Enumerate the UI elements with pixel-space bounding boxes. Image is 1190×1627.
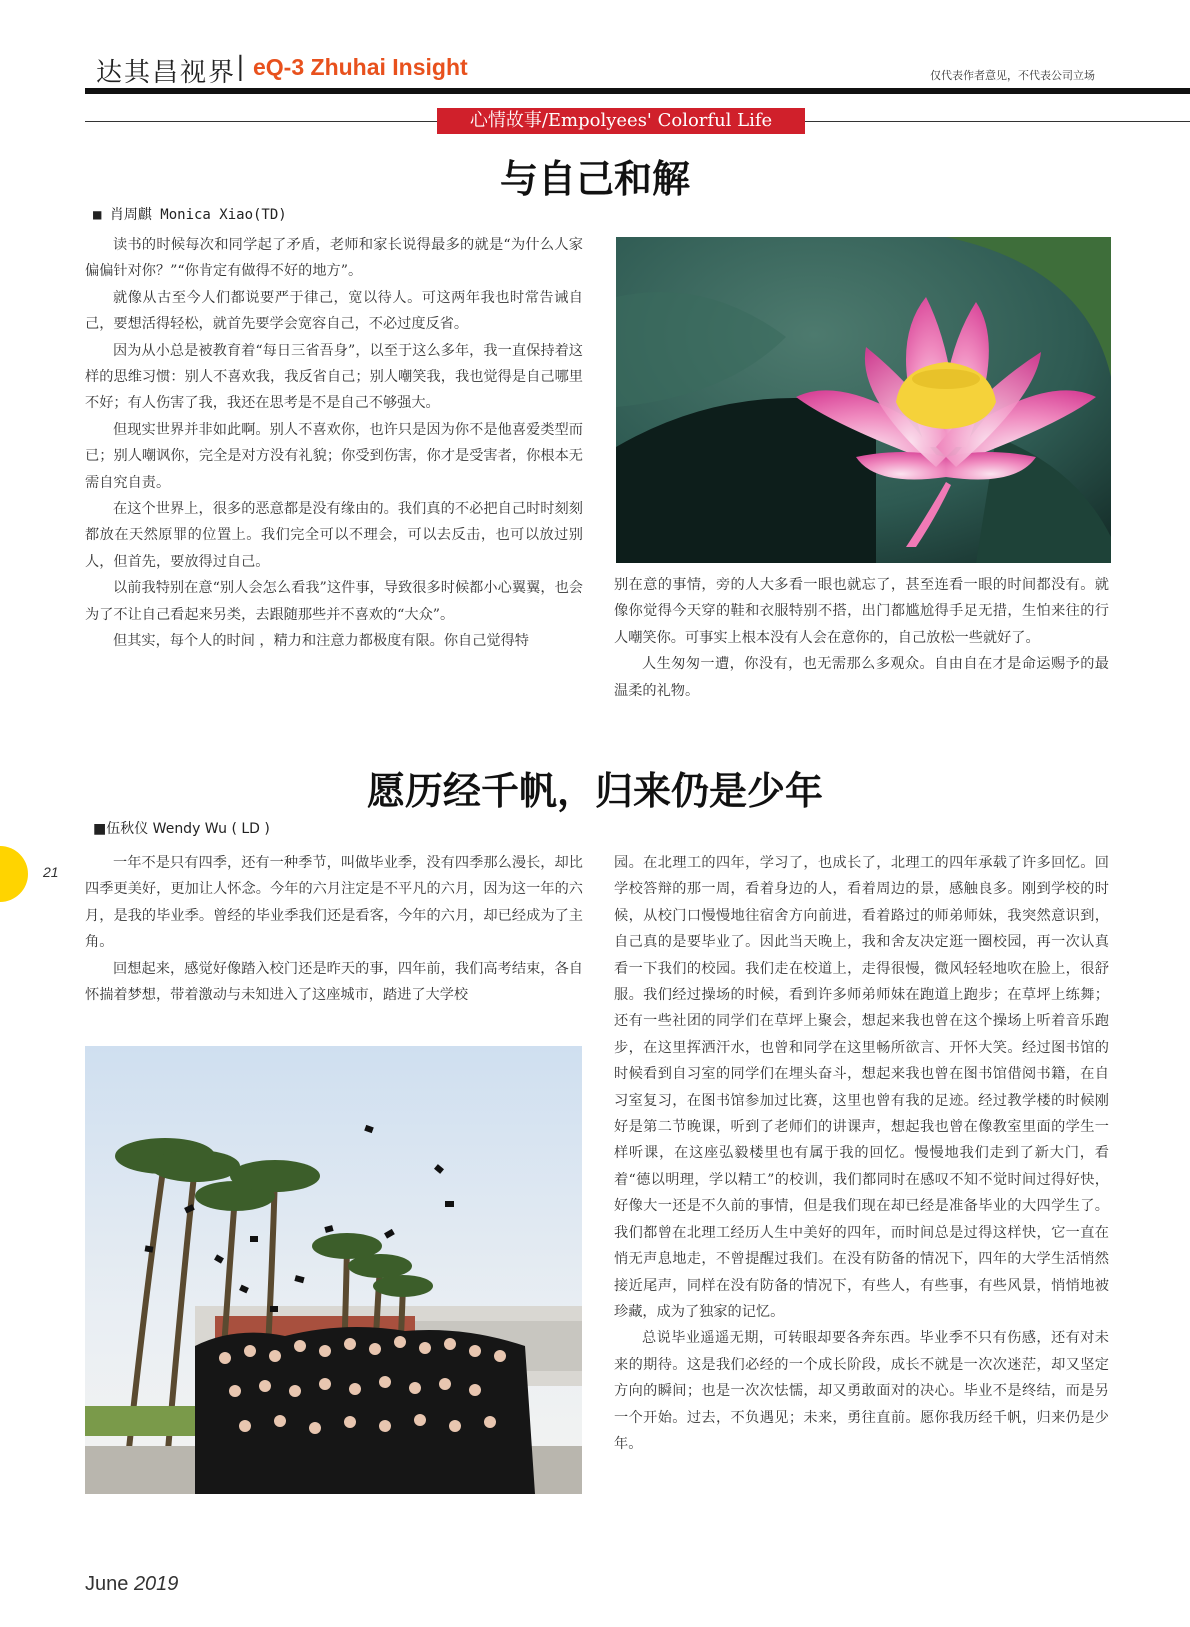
paragraph: 但其实，每个人的时间 ，精力和注意力都极度有限。你自己觉得特 (113, 633, 529, 650)
section-badge: 心情故事/Empolyees' Colorful Life (437, 108, 805, 134)
paragraph: 在这个世界上，很多的恶意都是没有缘由的。我们真的不必把自己时时刻刻都放在天然原罪的位置上。我们完全可以不理会，可以去反击，也可以放过别人，但首先，要放得过自己。 (85, 501, 583, 570)
paragraph: 别在意的事情，旁的人大多看一眼也就忘了，甚至连看一眼的时间都没有。就像你觉得今天穿的鞋和衣服特别不搭，出门都尴尬得手足无措，生怕来往的行人嘲笑你。可事实上根本没有人会在意你的，自己放松一些就好了。 (614, 577, 1109, 646)
paragraph: 就像从古至今人们都说要严于律己，宽以待人。可这两年我也时常告诫自己，要想活得轻松，就首先要学会宽容自己，不必过度反省。 (85, 289, 583, 333)
article1-title: 与自己和解 (499, 156, 690, 201)
disclaimer: 仅代表作者意见，不代表公司立场 (930, 69, 1095, 82)
paragraph: 因为从小总是被教育着“每日三省吾身”，以至于这么多年，我一直保持着这样的思维习惯：别人不喜欢我，我反省自己；别人嘲笑我，我也觉得是自己哪里不好；有人伤害了我，我还在思考是不是自己不够强大。 (85, 342, 583, 412)
paragraph: 读书的时候每次和同学起了矛盾，老师和家长说得最多的就是“为什么人家偏偏针对你？”“你肯定有做得不好的地方”。 (85, 237, 583, 280)
paragraph: 总说毕业遥遥无期，可转眼却要各奔东西。毕业季不只有伤感，还有对未来的期待。这是我们必经的一个成长阶段，成长不就是一次次迷茫，却又坚定方向的瞬间；也是一次次怯懦，却又勇敢面对的决心。毕业不是终结，而是另一个开始。过去，不负遇见；未来，勇往直前。愿你我历经千帆，归来仍是少年。 (614, 1330, 1109, 1452)
article1-left-column (85, 232, 583, 655)
brand-title-cn: 达其昌视界 (96, 58, 237, 88)
brand-separator: | (236, 52, 245, 82)
paragraph: 以前我特别在意“别人会怎么看我”这件事，导致很多时候都小心翼翼，也会为了不让自己看起来另类，去跟随那些并不喜欢的“大众”。 (85, 580, 583, 623)
article2-right-column (614, 850, 1109, 1457)
brand-title-en: eQ-3 Zhuhai Insight (253, 54, 468, 80)
article1-byline: ■ 肖周麒 Monica Xiao(TD) (93, 207, 287, 223)
paragraph: 但现实世界并非如此啊。别人不喜欢你，也许只是因为你不是他喜爱类型而已；别人嘲讽你，完全是对方没有礼貌；你受到伤害，你才是受害者，你根本无需自究自责。 (85, 421, 583, 491)
article2-title: 愿历经千帆，归来仍是少年 (366, 768, 823, 813)
footer-month: June (85, 1573, 129, 1595)
header-rule (85, 88, 1190, 94)
article1-right-column (614, 572, 1109, 704)
page-number: 21 (43, 864, 59, 880)
paragraph: 园。在北理工的四年，学习了，也成长了，北理工的四年承载了许多回忆。回学校答辩的那一周，看着身边的人，看着周边的景，感触良多。刚到学校的时候，从校门口慢慢地往宿舍方向前进，看着路过的师弟师妹，我突然意识到，自己真的是要毕业了。因此当天晚上，我和舍友决定逛一圈校园，再一次认真看一下我们的校园。我们走在校道上，走得很慢，微风轻轻地吹在脸上，很舒服。我们经过操场的时候，看到许多师弟师妹在跑道上跑步；在草坪上练舞；还有一些社团的同学们在草坪上聚会，想起来我也曾在这个操场上听着音乐跑步，在这里挥洒汗水，也曾和同学在这里畅所欲言、开怀大笑。经过图书馆的时候看到自习室的同学们在埋头奋斗，想起来我也曾在图书馆借阅书籍，在自习室复习，在图书馆参加过比赛，这里也曾有我的足迹。经过教学楼的时候刚好是第二节晚课，听到了老师们的讲课声，想起我也曾在像教室里面的学生一样听课，在这座弘毅楼里也有属于我的回忆。慢慢地我们走到了新大门，看着“德以明理，学以精工”的校训，我们都同时在感叹不知不觉时间过得好快，好像大一还是不久前的事情，但是我们现在却已经是准备毕业的大四学生了。我们都曾在北理工经历人生中美好的四年，而时间总是过得这样快，它一直在悄无声息地走，不曾提醒过我们。在没有防备的情况下，四年的大学生活悄然接近尾声，同样在没有防备的情况下，有些人，有些事，有些风景，悄悄地被珍藏，成为了独家的记忆。 (614, 855, 1109, 1320)
footer-year: 2019 (133, 1573, 179, 1595)
paragraph: 人生匆匆一遭，你没有，也无需那么多观众。自由自在才是命运赐予的最温柔的礼物。 (614, 656, 1109, 699)
paragraph: 回想起来，感觉好像踏入校门还是昨天的事，四年前，我们高考结束，各自怀揣着梦想，带着激动与未知进入了这座城市，踏进了大学校 (85, 960, 583, 1004)
article2-byline: ■伍秋仪 Wendy Wu ( LD ) (93, 821, 270, 837)
paragraph: 一年不是只有四季，还有一种季节，叫做毕业季，没有四季那么漫长，却比四季更美好，更加让人怀念。今年的六月注定是不平凡的六月，因为这一年的六月，是我的毕业季。曾经的毕业季我们还是看客，今年的六月，却已经成为了主角。 (85, 855, 583, 951)
footer-issue-date (85, 1573, 178, 1596)
graduation-photo (85, 1046, 582, 1494)
lotus-photo (616, 237, 1111, 563)
article2-left-column (85, 850, 583, 1008)
page-tab-marker (0, 846, 28, 902)
